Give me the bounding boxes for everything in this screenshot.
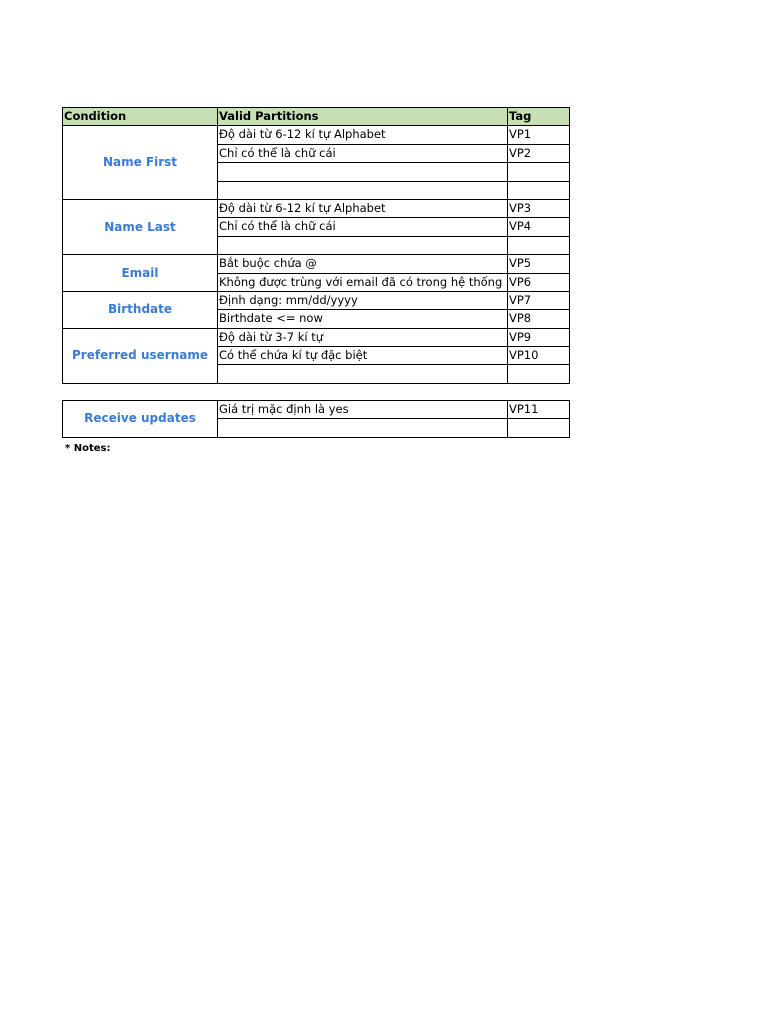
header-row <box>63 108 570 126</box>
partition-cell[interactable] <box>218 365 508 383</box>
valid-partitions-table <box>62 107 570 438</box>
tag-cell[interactable]: VP8 <box>508 310 570 328</box>
table-row <box>63 328 570 346</box>
header-tag[interactable]: Tag <box>508 108 570 126</box>
condition-cell[interactable]: Receive updates <box>63 400 218 437</box>
spacer-cell <box>63 383 570 400</box>
table-row <box>63 255 570 273</box>
condition-cell[interactable]: Name First <box>63 126 218 200</box>
tag-cell[interactable]: VP4 <box>508 218 570 236</box>
partition-cell[interactable] <box>218 163 508 181</box>
partition-cell[interactable]: Birthdate <= now <box>218 310 508 328</box>
partition-cell[interactable] <box>218 236 508 254</box>
header-condition[interactable]: Condition <box>63 108 218 126</box>
tag-cell[interactable]: VP9 <box>508 328 570 346</box>
partition-cell[interactable]: Bắt buộc chứa @ <box>218 255 508 273</box>
condition-cell[interactable]: Email <box>63 255 218 292</box>
table-row <box>63 126 570 144</box>
partition-cell[interactable]: Không được trùng với email đã có trong hệ thống <box>218 273 508 291</box>
tag-cell[interactable]: VP11 <box>508 400 570 418</box>
partition-cell[interactable] <box>218 419 508 437</box>
tag-cell[interactable]: VP10 <box>508 347 570 365</box>
tag-cell[interactable] <box>508 236 570 254</box>
partition-cell[interactable]: Có thể chứa kí tự đặc biệt <box>218 347 508 365</box>
tag-cell[interactable] <box>508 163 570 181</box>
partition-cell[interactable] <box>218 181 508 199</box>
partition-cell[interactable]: Độ dài từ 3-7 kí tự <box>218 328 508 346</box>
table-row <box>63 199 570 217</box>
table-row <box>63 400 570 418</box>
tag-cell[interactable] <box>508 419 570 437</box>
partition-cell[interactable]: Độ dài từ 6-12 kí tự Alphabet <box>218 199 508 217</box>
condition-cell[interactable]: Birthdate <box>63 291 218 328</box>
condition-cell[interactable]: Name Last <box>63 199 218 254</box>
header-valid-partitions[interactable]: Valid Partitions <box>218 108 508 126</box>
partition-cell[interactable]: Giá trị mặc định là yes <box>218 400 508 418</box>
tag-cell[interactable] <box>508 365 570 383</box>
partition-cell[interactable]: Chỉ có thể là chữ cái <box>218 144 508 162</box>
tag-cell[interactable]: VP1 <box>508 126 570 144</box>
table-row <box>63 291 570 309</box>
tag-cell[interactable]: VP6 <box>508 273 570 291</box>
partition-cell[interactable]: Định dạng: mm/dd/yyyy <box>218 291 508 309</box>
tag-cell[interactable]: VP2 <box>508 144 570 162</box>
partition-cell[interactable]: Chỉ có thể là chữ cái <box>218 218 508 236</box>
spacer-row <box>63 383 570 400</box>
partition-cell[interactable]: Độ dài từ 6-12 kí tự Alphabet <box>218 126 508 144</box>
tag-cell[interactable]: VP3 <box>508 199 570 217</box>
tag-cell[interactable] <box>508 181 570 199</box>
condition-cell[interactable]: Preferred username <box>63 328 218 383</box>
tag-cell[interactable]: VP7 <box>508 291 570 309</box>
tag-cell[interactable]: VP5 <box>508 255 570 273</box>
notes-label[interactable]: * Notes: <box>65 443 111 454</box>
